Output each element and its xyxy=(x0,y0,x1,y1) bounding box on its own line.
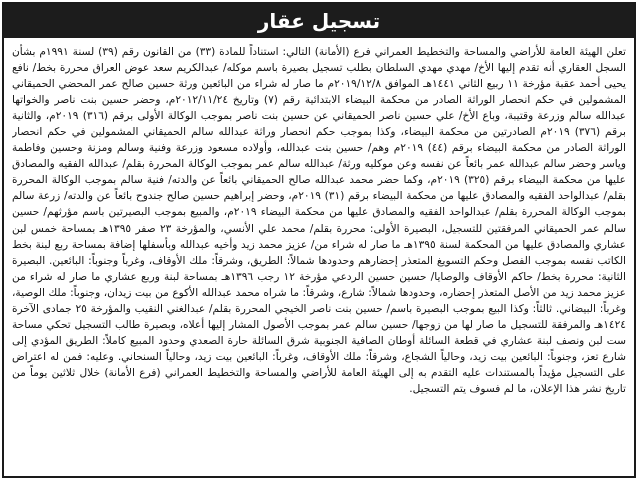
notice-paragraph: تعلن الهيئة العامة للأراضي والمساحة والتخطيط العمراني فرع (الأمانة) التالي: استناداً للمادة (٣٣) من القانون رقم (٣٩) لسنة ١٩٩١م بشأن السجل العقاري أنه تقدم إليها الأخ/ مهدي مهدي السلطان بطلب تسجيل بصيرة باسم موكله/ عبدالكريم سعد عوض العراق محررة بخط/ نافع يحيى أحمد عقبة مؤرخة ١١ ربيع الثاني ١٤٤١هـ الموافق ٢٠١٩/١٢/٨م ما صار له شراء من البائعين ورثة حسين صالح عمر المحضي الحميقاني المشمولين في حكم انحصار الوراثة الصادر من محكمة البيضاء الابتدائية رقم (٧) وتاريخ ٢٠١٢/١١/٢٤م، وحضر حسين بنت ناصر والخواتها عبدالله سالم وزرعة وقتيبة، وباع الأخ/ علي حسين ناصر الحميقاني عن حسين بنت ناصر بموجب الوكالة الأولى برقم (٣١٦) ٢٠١٩م، والثانية برقم (٣٧٦) ٢٠١٩م الصادرتين من محكمة البيضاء، وكذا بموجب حكم انحصار وراثة عبدالله سالم الحميقاني المشمولين في حكم انحصار الوراثة الصادر من محكمة البيضاء برقم (٤٤) ٢٠١٩م وهم/ حسين بنت عبدالله، وأولاده مسعود وزرعة وفنية وسالم ومزنة وحسين وفاطمة وياسر وحضر سالم عبدالله عمر بائعاً عن نفسه وعن موكليه ورثة/ عبدالله سالم عمر بموجب الوكالة المحررة بقلم/ عبدالله الفقيه والمصادق عليها من محكمة البيضاء برقم (٣٢٥) ٢٠١٩م، وكما حضر محمد عبدالله صالح الحميقاني بائعاً عن والدته/ فنية سالم بموجب الوكالة المحررة بقلم/ عبدالواحد الفقيه والمصادق عليها من محكمة البيضاء برقم (٣١) ٢٠١٩م، وحضر إبراهيم حسين صالح جندوح بائعاً عن والدته/ زرعة سالم بموجب الوكالة المحررة بقلم/ عبدالواحد الفقيه والمصادق عليها من محكمة البيضاء ٢٠١٩م، والمبيع بموجب البصيرتين باسم مؤرثهم/ حسين سالم عمر الحميقاني المرفقتين للتسجيل، البصيرة الأولى: محررة بقلم/ محمد علي الأنسي، والمؤرخة ٢٣ صفر ١٣٩٥هـ بمساحة خمس لبن عشاري والمصادق عليها من المحكمة لسنة ١٣٩٥هـ ما صار له شراء من/ عزيز محمد زيد وأخيه عبدالله وبأسفلها إضافة بمساحة ربع لبنة بخط الكاتب نفسه بموجب الفصل وحكم التسويغ المتعذر إحضارهم وحدودها شمالاً: الطريق، وشرقاً: ملك الأوقاف، وغرباً وجنوباً: البائعين. البصيرة الثانية: محررة بخط/ حاكم الأوقاف والوصايا/ حسين حسين الردعي مؤرخة ١٢ رجب ١٣٩٦هـ بمساحة لبنة وربع عشاري ما صار له شراء من عزيز محمد زيد من الأصل المتعذر إحضاره، وحدودها شمالاً: شارع، وشرقاً: ما شراه محمد عبدالله الأكوع من بيت زيدان، وجنوباً: ملك الوصية، وغرباً: البيضاني. ثالثاً: وكذا البيع بموجب البصيرة باسم/ حسين بنت ناصر الخيجي المحررة بقلم/ عبدالغني النقيب والمؤرخة ٢٥ جمادى الآخرة ١٤٢٤هـ والمرفقة للتسجيل ما صار لها من زوجها/ حسين سالم عمر بموجب الأصول المشار إليها أعلاه، وبصيرة طالب التسجيل تحكي مساحة ست لبن ونصف لبنة عشاري في قطعة السائلة أوطان الصافية الجنوبية شرق السائلة حارة الصعدي وحدود المبيع كاملاً: الطريق المؤدي إلى شارع تعز، وجنوباً: البائعين بيت زيد، وحالياً الشجاع، وشرقاً: ملك الأوقاف، وغرباً: البائعين بيت زيد، وحالياً السنحاني. وعليه: فمن له اعتراض على التسجيل مؤيداً بالمستندات عليه التقدم به إلى الهيئة العامة للأراضي والمساحة والتخطيط العمراني (فرع الأمانة) خلال ثلاثين يوماً من تاريخ نشر هذا الإعلان، ما لم فسوف يتم التسجيل. xyxy=(12,46,626,395)
notice-body xyxy=(12,44,626,474)
title-banner xyxy=(4,4,634,38)
page-title: تسجيل عقار xyxy=(257,9,381,33)
notice-frame xyxy=(2,2,636,478)
